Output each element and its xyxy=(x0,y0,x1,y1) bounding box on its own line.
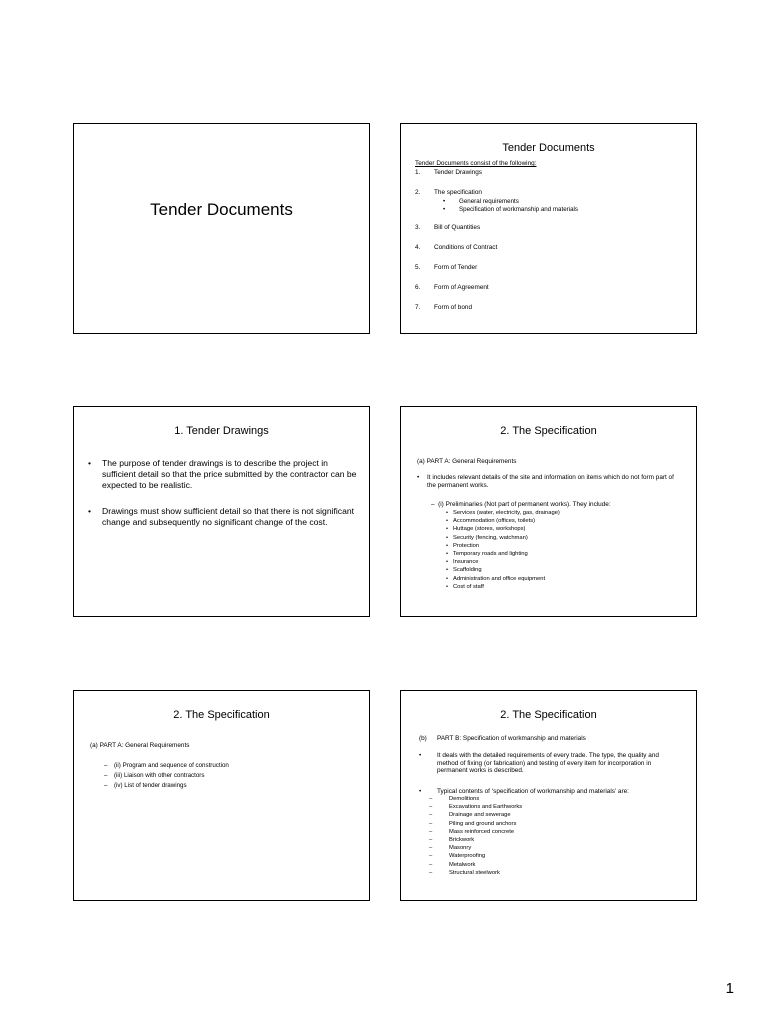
list-item: • Cost of staff xyxy=(446,583,484,590)
slide-title: 2. The Specification xyxy=(500,709,597,721)
list-item: – Masonry xyxy=(429,845,472,852)
slide-intro: Tender Documents consist of the following: xyxy=(415,160,537,167)
slide-1 xyxy=(73,123,370,334)
slide-4 xyxy=(400,406,697,617)
list-item: • Scaffolding xyxy=(446,567,482,574)
list-item: – Waterproofing xyxy=(429,853,486,860)
list-item: – Brickwork xyxy=(429,836,475,843)
bullet-item: • It includes relevant details of the site and information on items which do not form part of the permanent works. xyxy=(417,474,674,489)
part-heading: (a) PART A: General Requirements xyxy=(417,458,517,465)
list-item: – (iv) List of tender drawings xyxy=(104,782,187,789)
list-item: • Services (water, electricity, gas, drainage) xyxy=(446,510,560,516)
list-item: – Drainage and sewerage xyxy=(429,812,511,819)
list-item: – Metalwork xyxy=(429,861,476,868)
workmanship-list xyxy=(429,795,669,877)
slide-title: Tender Documents xyxy=(150,200,293,219)
slide-title: 2. The Specification xyxy=(500,425,597,437)
part-heading: (a) PART A: General Requirements xyxy=(90,742,190,749)
bullet-item: • The purpose of tender drawings is to describe the project in sufficient detail so that the price submitted by the contractor can be expected to be realistic. xyxy=(88,458,357,490)
sub-bullet-item: – (i) Preliminaries (Not part of permanent works). They include: xyxy=(431,501,611,508)
part-marker: (b) xyxy=(419,735,427,742)
slide-6 xyxy=(400,690,697,901)
list-item: – Piling and ground anchors xyxy=(429,820,517,827)
list-item: • Insurance xyxy=(446,559,479,566)
list-item: • Protection xyxy=(446,542,480,549)
slide-title: 2. The Specification xyxy=(173,709,270,721)
slide-2: Tender Documents Tender Documents consist of the following: 1. Tender Drawings 2. The specification • General requirements • Specification of workmanship and materials 3. Bill of Quantities 4. Conditions of Contract 5. Form of Tender 6. Form of Agreement 7. Form of bond xyxy=(400,123,697,334)
sub-list xyxy=(104,761,354,791)
slide-title: Tender Documents xyxy=(502,142,595,154)
list-item: • Temporary roads and lighting xyxy=(446,550,528,557)
list-item: – Structural steelwork xyxy=(429,869,500,876)
page-number: 1 xyxy=(725,980,734,997)
list-item: – Demolitions xyxy=(429,796,480,802)
preliminaries-list xyxy=(446,509,686,591)
bullet-item: • Typical contents of ‘specification of workmanship and materials’ are: xyxy=(419,788,629,795)
list-item: • Huttage (stores, workshops) xyxy=(446,526,526,533)
list-item: – Excavations and Earthworks xyxy=(429,804,523,811)
list-item: • Accommodation (offices, toilets) xyxy=(446,518,536,525)
list-item: – (iii) Liaison with other contractors xyxy=(104,772,205,779)
slide-5 xyxy=(73,690,370,901)
list-item: • Administration and office equipment xyxy=(446,575,546,582)
list-item: – Mass reinforced concrete xyxy=(429,828,515,835)
bullet-item: • It deals with the detailed requirements of every trade. The type, the quality and method of fixing (or fabrication) and testing of every item for incorporation in permanent works is described. xyxy=(419,752,659,775)
slide-3 xyxy=(73,406,370,617)
list-item: • Security (fencing, watchman) xyxy=(446,534,528,541)
part-heading: PART B: Specification of workmanship and materials xyxy=(437,735,586,742)
list-item: – (ii) Program and sequence of construction xyxy=(104,762,229,769)
bullet-item: • Drawings must show sufficient detail so that there is not significant change and subsequently no significant change of the cost. xyxy=(88,506,355,527)
slide-title: 1. Tender Drawings xyxy=(174,425,269,437)
